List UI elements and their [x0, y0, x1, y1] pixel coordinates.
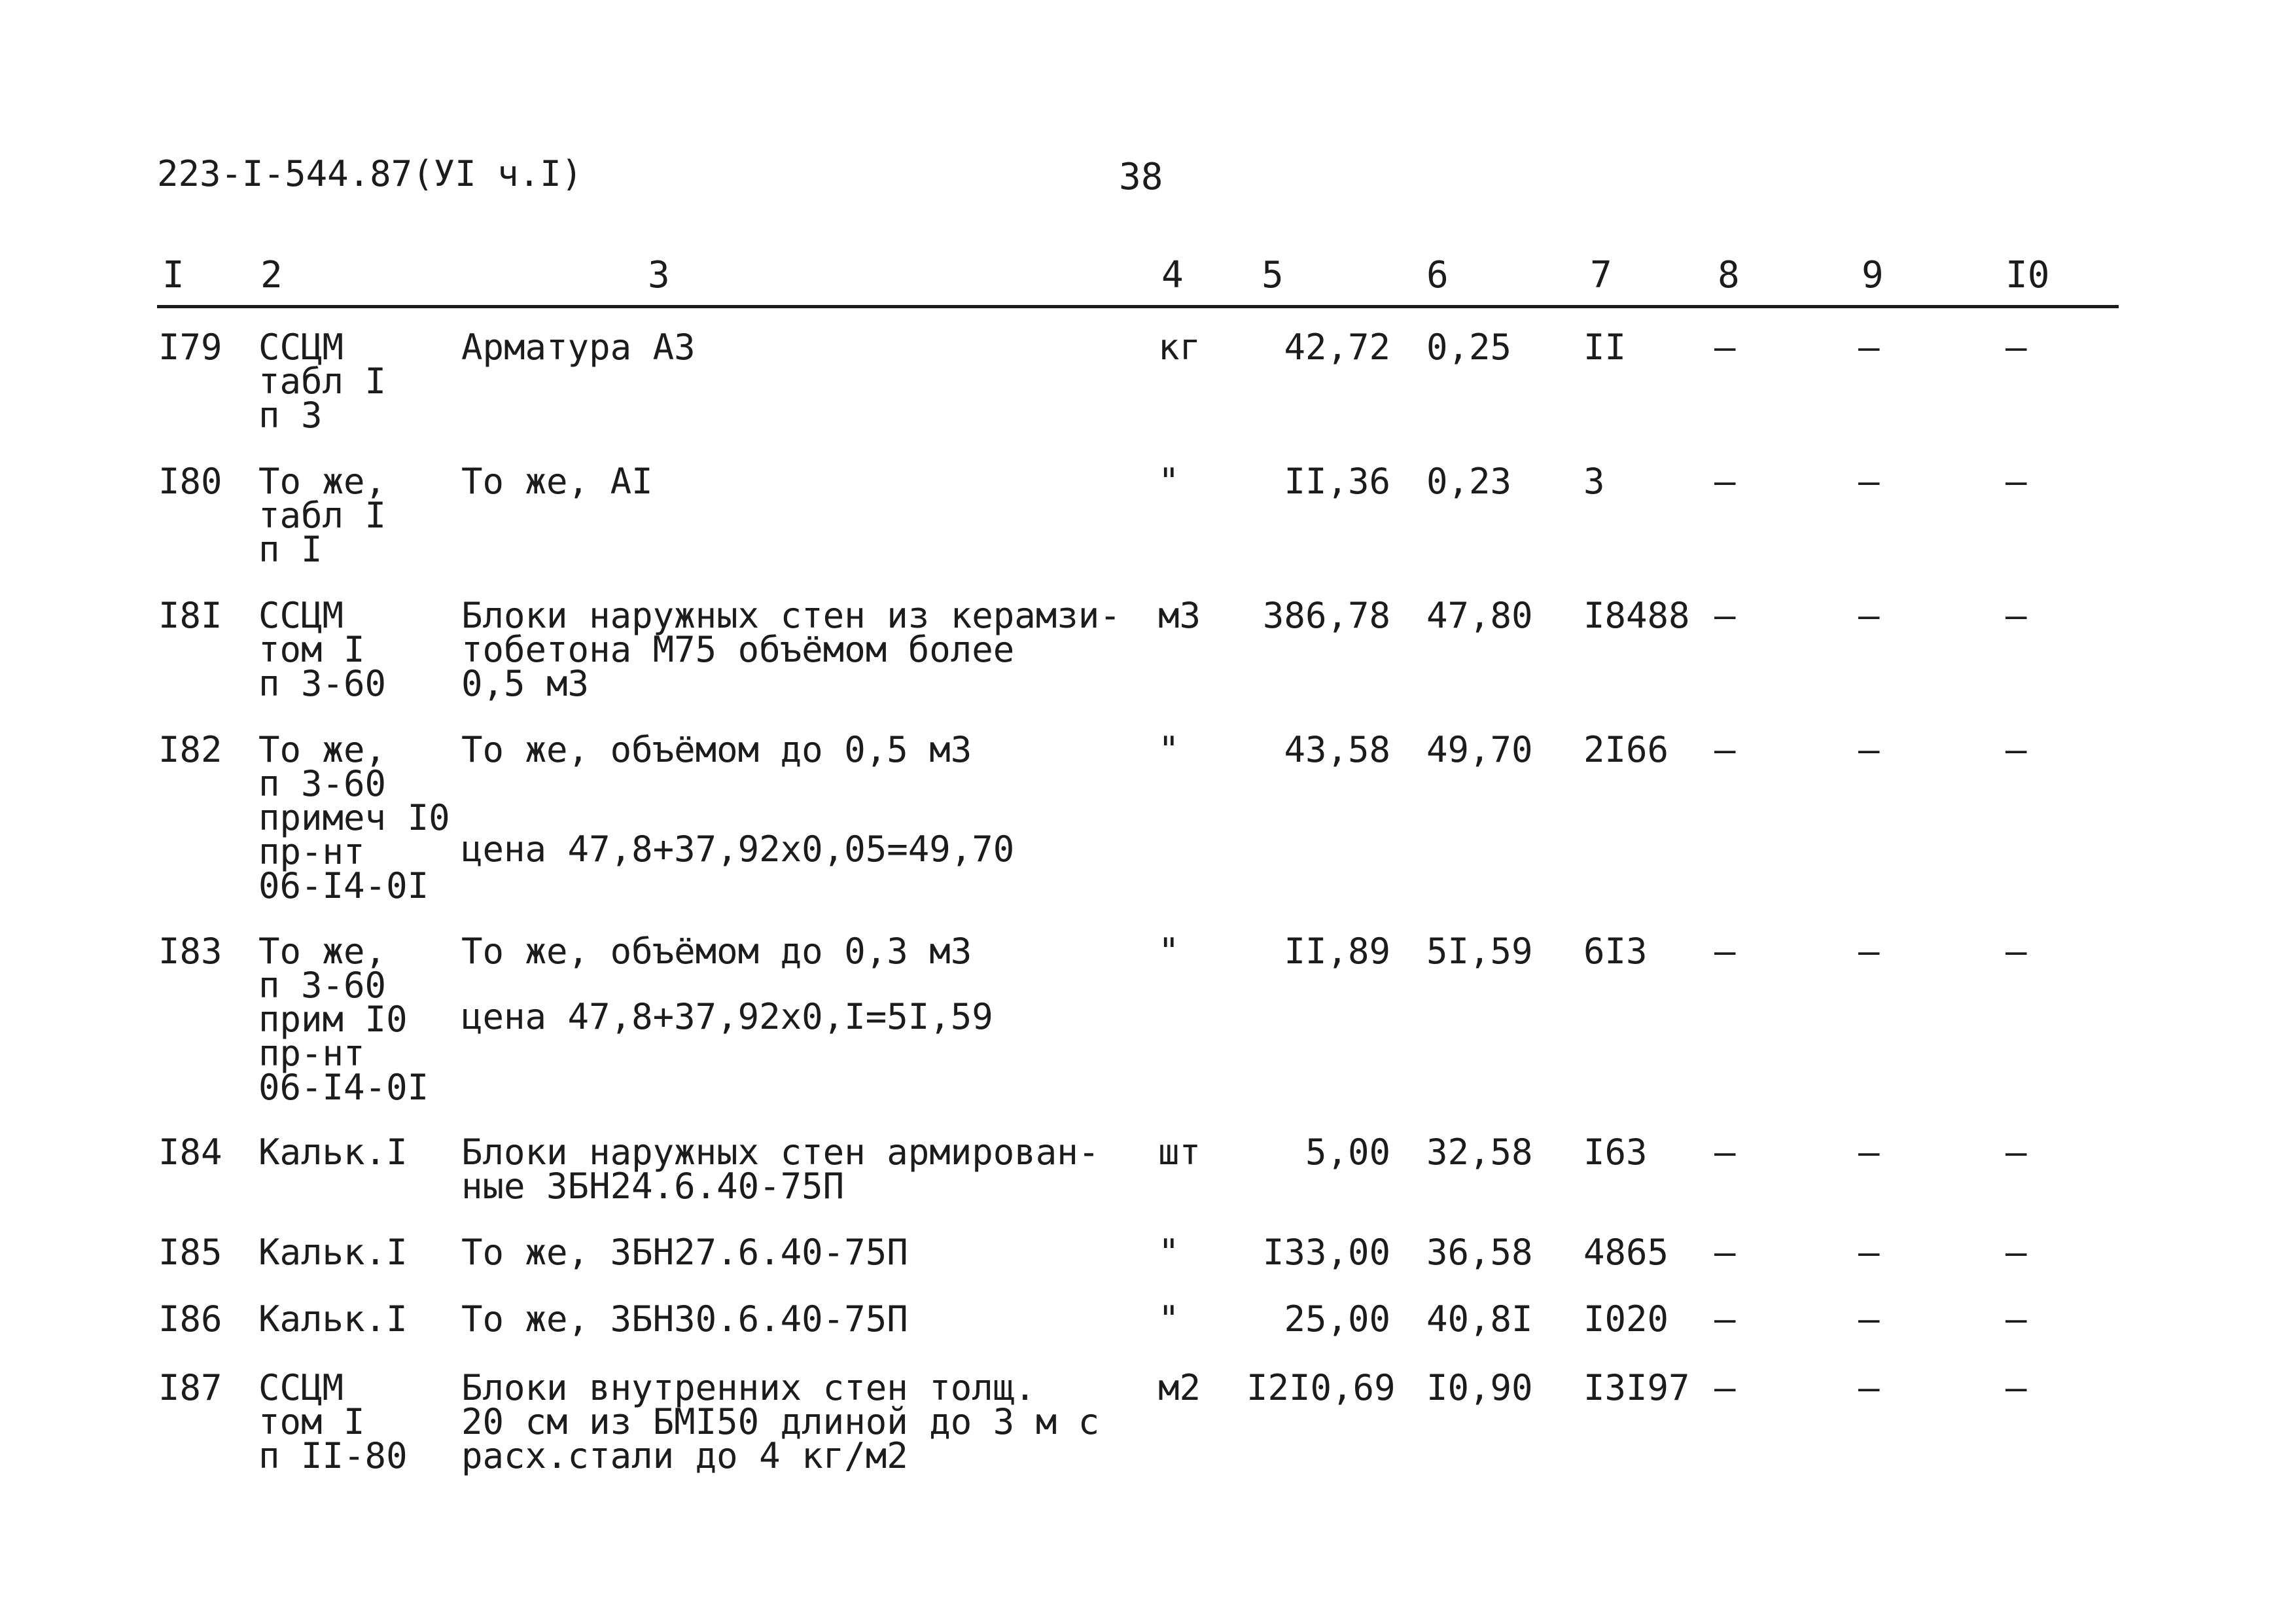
row-price-note: цена 47,8+37,92х0,I=5I,59 [461, 996, 993, 1037]
row-col9: – [1858, 327, 1880, 368]
row-reference: То же, п 3-60 примеч I0 пр-нт 06-I4-0I [258, 729, 450, 906]
row-reference: Кальк.I [258, 1298, 408, 1340]
row-description: Блоки внутренних стен толщ. 20 см из БМI50 длиной до 3 м с расх.стали до 4 кг/м2 [461, 1367, 1100, 1476]
row-reference: Кальк.I [258, 1232, 408, 1273]
row-col9: – [1858, 931, 1880, 972]
row-quantity: 42,72 [1284, 327, 1390, 368]
row-number: I80 [158, 461, 222, 502]
row-col8: – [1714, 1132, 1736, 1173]
row-col9: – [1858, 1232, 1880, 1273]
row-number: I82 [158, 729, 222, 770]
row-quantity: I2I0,69 [1246, 1367, 1396, 1408]
row-col8: – [1714, 729, 1736, 770]
row-total: 6I3 [1583, 931, 1648, 972]
row-total: II [1583, 327, 1627, 368]
page-number: 38 [1119, 156, 1163, 198]
row-unit: " [1158, 461, 1180, 502]
row-reference: То же, табл I п I [258, 461, 387, 570]
row-col9: – [1858, 1132, 1880, 1173]
row-number: I83 [158, 931, 222, 972]
column-header-8: 8 [1718, 254, 1740, 296]
row-description: Арматура А3 [461, 327, 696, 368]
row-unit: " [1158, 1298, 1180, 1340]
row-reference: То же, п 3-60 прим I0 пр-нт 06-I4-0I [258, 931, 429, 1108]
row-col10: – [2005, 595, 2027, 636]
column-header-9: 9 [1862, 254, 1884, 296]
row-unit-price: 49,70 [1426, 729, 1533, 770]
column-header-2: 2 [260, 254, 283, 296]
row-quantity: 386,78 [1262, 595, 1390, 636]
row-col9: – [1858, 1298, 1880, 1340]
row-col8: – [1714, 595, 1736, 636]
row-number: I86 [158, 1298, 222, 1340]
row-reference: ССЦМ том I п II-80 [258, 1367, 408, 1476]
row-total: I8488 [1583, 595, 1690, 636]
row-unit-price: I0,90 [1426, 1367, 1533, 1408]
row-unit: " [1158, 931, 1180, 972]
row-unit-price: 47,80 [1426, 595, 1533, 636]
column-header-10: I0 [2005, 254, 2050, 296]
row-unit-price: 40,8I [1426, 1298, 1533, 1340]
row-reference: ССЦМ том I п 3-60 [258, 595, 387, 704]
row-col10: – [2005, 327, 2027, 368]
row-quantity: I33,00 [1262, 1232, 1390, 1273]
row-col8: – [1714, 327, 1736, 368]
row-description [461, 729, 1015, 870]
row-col9: – [1858, 729, 1880, 770]
row-number: I85 [158, 1232, 222, 1273]
row-col10: – [2005, 461, 2027, 502]
row-col8: – [1714, 461, 1736, 502]
row-total: 2I66 [1583, 729, 1669, 770]
row-col10: – [2005, 729, 2027, 770]
row-number: I79 [158, 327, 222, 368]
row-unit-price: 0,23 [1426, 461, 1512, 502]
document-code: 223-I-544.87(УI ч.I) [157, 153, 583, 194]
row-description-text: То же, объёмом до 0,3 м3 [461, 931, 972, 972]
row-col10: – [2005, 1298, 2027, 1340]
row-unit: шт [1158, 1132, 1201, 1173]
row-price-note: цена 47,8+37,92х0,05=49,70 [461, 829, 1015, 870]
row-unit: " [1158, 729, 1180, 770]
row-col9: – [1858, 595, 1880, 636]
row-quantity: II,89 [1284, 931, 1390, 972]
row-description: Блоки наружных стен армирован- ные 3БН24.6.40-75П [461, 1132, 1100, 1207]
row-description: То же, 3БН27.6.40-75П [461, 1232, 908, 1273]
row-reference: Кальк.I [258, 1132, 408, 1173]
row-unit: кг [1158, 327, 1201, 368]
row-unit-price: 32,58 [1426, 1132, 1533, 1173]
row-number: I8I [158, 595, 222, 636]
row-description [461, 931, 993, 1037]
row-description: То же, 3БН30.6.40-75П [461, 1298, 908, 1340]
row-description: Блоки наружных стен из керамзи- тобетона М75 объёмом более 0,5 м3 [461, 595, 1121, 704]
row-unit: м2 [1158, 1367, 1201, 1408]
row-col10: – [2005, 931, 2027, 972]
row-unit: м3 [1158, 595, 1201, 636]
row-col10: – [2005, 1367, 2027, 1408]
row-col8: – [1714, 931, 1736, 972]
row-quantity: 25,00 [1284, 1298, 1390, 1340]
row-col8: – [1714, 1367, 1736, 1408]
row-col9: – [1858, 1367, 1880, 1408]
row-total: I63 [1583, 1132, 1648, 1173]
row-total: 4865 [1583, 1232, 1669, 1273]
row-number: I87 [158, 1367, 222, 1408]
row-description: То же, АI [461, 461, 653, 502]
row-col8: – [1714, 1298, 1736, 1340]
column-header-1: I [162, 254, 185, 296]
row-quantity: 43,58 [1284, 729, 1390, 770]
row-unit-price: 0,25 [1426, 327, 1512, 368]
column-header-3: 3 [648, 254, 670, 296]
row-total: I3I97 [1583, 1367, 1690, 1408]
row-description-text: То же, объёмом до 0,5 м3 [461, 729, 972, 770]
row-number: I84 [158, 1132, 222, 1173]
table-header [0, 254, 2296, 304]
row-total: I020 [1583, 1298, 1669, 1340]
row-unit: " [1158, 1232, 1180, 1273]
column-header-4: 4 [1161, 254, 1184, 296]
row-col10: – [2005, 1132, 2027, 1173]
row-unit-price: 5I,59 [1426, 931, 1533, 972]
row-reference: ССЦМ табл I п 3 [258, 327, 387, 436]
row-quantity: II,36 [1284, 461, 1390, 502]
row-col9: – [1858, 461, 1880, 502]
row-col10: – [2005, 1232, 2027, 1273]
column-header-6: 6 [1426, 254, 1449, 296]
column-header-7: 7 [1590, 254, 1612, 296]
header-rule [157, 305, 2119, 308]
row-quantity: 5,00 [1305, 1132, 1390, 1173]
column-header-5: 5 [1262, 254, 1284, 296]
row-unit-price: 36,58 [1426, 1232, 1533, 1273]
row-total: 3 [1583, 461, 1605, 502]
row-col8: – [1714, 1232, 1736, 1273]
